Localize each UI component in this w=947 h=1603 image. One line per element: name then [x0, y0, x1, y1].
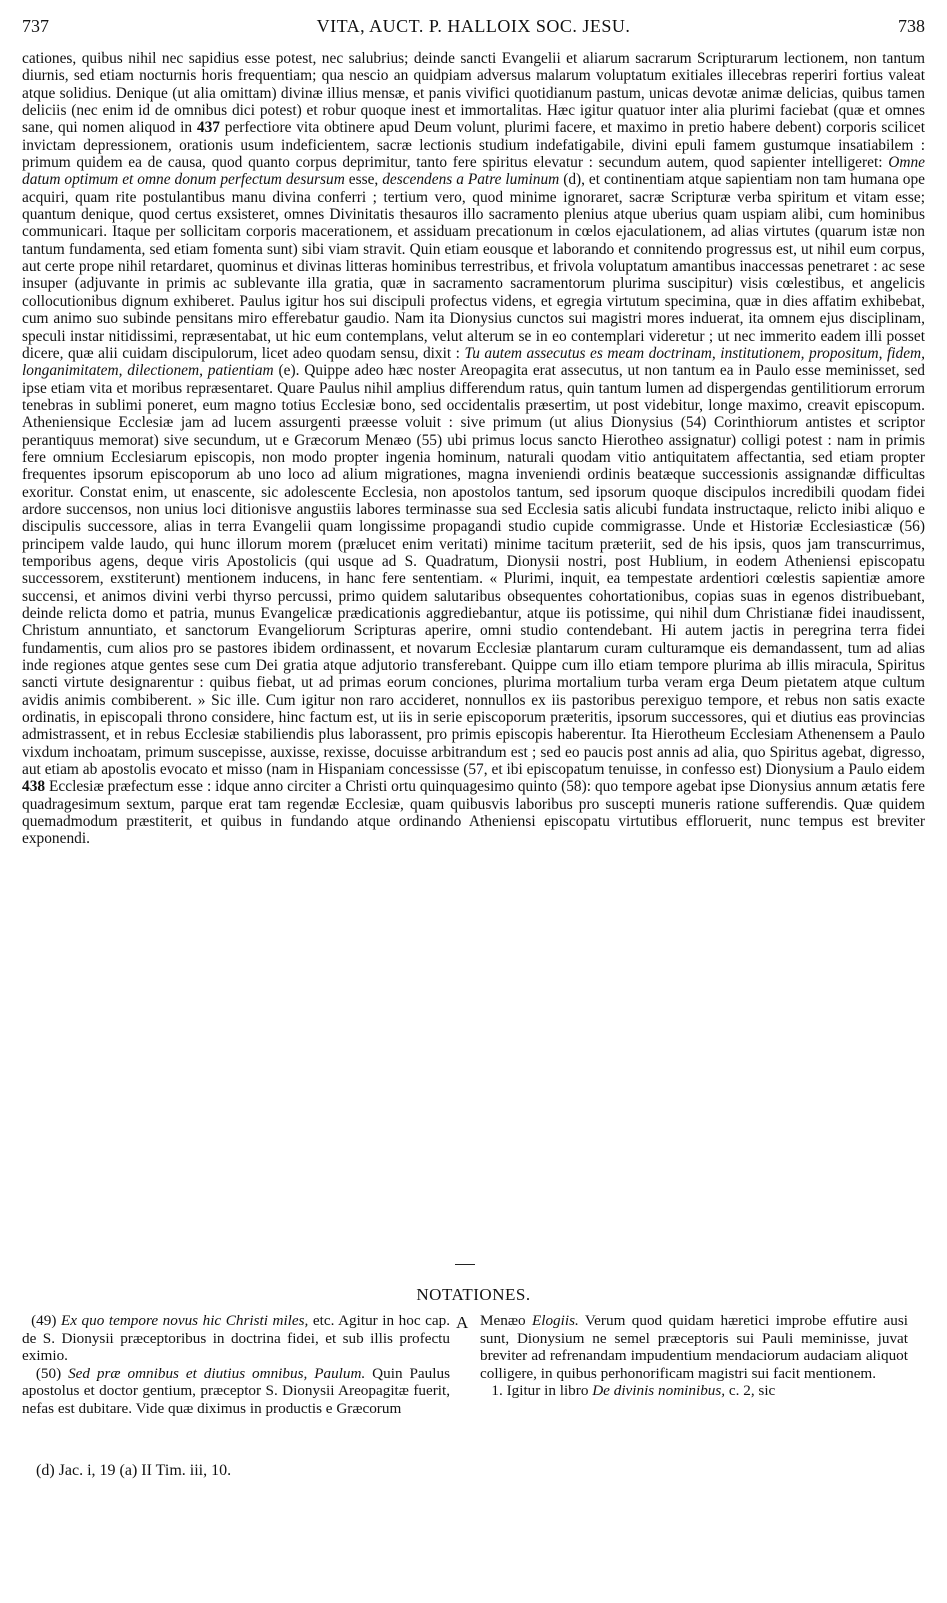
main-paragraph [22, 50, 925, 848]
notes-heading: NOTATIONES. [416, 1285, 531, 1304]
note-lemma: Elogiis. [531, 1312, 579, 1329]
note-item-1 [480, 1382, 908, 1400]
note-continuation [480, 1312, 908, 1382]
note-49 [22, 1312, 450, 1365]
note-lemma: Sed præ omnibus et diutius omnibus, Paulum. [68, 1364, 366, 1382]
quotation-italic: descendens a Patre luminum [382, 171, 560, 189]
main-text [22, 50, 925, 848]
note-text: c. 2, sic [725, 1382, 776, 1399]
quotation-italic: Omne datum optimum et omne donum perfectum desursum [22, 154, 925, 189]
quotation-italic: Tu autem assecutus es meam doctrinam, institutionem, propositum, fidem, longanimitatem, dilectionem, patientiam [22, 344, 925, 380]
note-50 [22, 1365, 450, 1418]
footnote-references: (d) Jac. i, 19 (a) II Tim. iii, 10. [36, 1462, 232, 1479]
column-marker-437: 437 [196, 119, 220, 137]
text-segment: (d), et continentiam atque sapientiam non tam humana ope acquiri, quam rite postulantibus manu divina conferri ; tertium vero, quod minime ignoraret, sacræ Scripturæ verba spiritum et vitam esse; quantum denique, quod certus exsisteret, omnes Divinitatis thesauros illo sacramento plenius atque uberius quam uspiam alibi, cum hominibus communicari. Itaque per sollicitam corporis macerationem, et assiduam precationum in cœlos ejaculationem, ad alias virtutes (quarum istæ non tantum fundamenta, sed etiam fomenta sunt) sibi viam stravit. Quin etiam eousque et laborando et connitendo progressus est, ut nihil eum corpus, aut certe prope nihil retardaret, quominus et divinas litteras hominibus terrestribus, et frivola voluptatum amantibus inaccessas penetraret : ac sese insuper (adjuvante in primis ac sublevante illa gratia, quæ in sacramento sacramentorum plurima suscipitur) visis cœlestibus, et angelicis collocutionibus dignum exhiberet. Paulus igitur hos sui discipuli profectus videns, et egregia virtutum specimina, quæ in dies affatim exhibebat, cum animo suo subinde pensitans miro efferebatur gaudio. Nam ita Dionysius cunctos sui magistri mores induerat, ita omnem ejus disciplinam, speculi instar nitidissimi, repræsentabat, ut hic eum contemplans, velut alterum se in eo contemplari videretur ; ut nec immerito eadem illi posset dicere, quæ alii cuidam discipulorum, licet adeo quodam sensu, dixit : [22, 171, 926, 362]
margin-letter: A [456, 1313, 469, 1332]
text-segment: (e). Quippe adeo hæc noster Areopagita erat assecutus, ut non tantum ea in Paulo esse meminisset, sed ipse etiam vita et moribus repræsentaret. Quare Paulus nihil amplius differendum ratus, quin tantum lumen ad dispergendas gentilitiorum errorum tenebras in sublimi poneret, eum magno totius Ecclesiæ bono, sed occidentalis præsertim, ut post videbitur, longe maximo, creavit episcopum. Atheniensique Ecclesiæ jam ad lucem assurgenti præesse voluit : sive primum (ut alius Dionysius (54) Corinthiorum antistes et scriptor perantiquus memorat) sive secundum, ut e Græcorum Menæo (55) ubi primus locus sancto Hierotheo assignatur) colligi potest : nam in primis fere omnium Ecclesiarum episcopis, non modo propter ingenia hominum, naturali quodam vitio antiquitatem affectantia, sed etiam propter frequentes ipsorum episcoporum ab uno loco ad alium migrationes, magna inveniendi ordinis beatæque successionis assignandæ difficultas exoritur. Constat enim, ut enascente, sic adolescente Ecclesia, non apostolos tantum, sed ipsorum quoque discipulos incredibili quodam fidei ardore succensos, non unius loci ditionisve angustiis labores terminasse sua sed Ecclesia satis alicubi fundata instructaque, relicto inibi aliquo e discipulis successore, alias in terra Evangelii quam longissime propagandi studio cupide commigrasse. Unde et Historiæ Ecclesiasticæ (56) principem valde laudo, qui hunc illorum morem (prælucet enim veritati) minime tacitum præteriit, sed de his ipsis, quos jam transcurrimus, temporibus agens, deque viris Apostolicis (qui usque ad S. Quadratum, Dionysii nostri, post Hublium, in eodem Atheniensi episcopatu successorem, exstiterunt) mentionem inducens, in hanc fere sententiam. « Plurimi, inquit, ea tempestate ardentiori cœlestis sapientiæ amore succensi, et animos divini verbi thyrso percussi, primo quidem salutaribus obsequentes cohortationibus, copias suas in egenos distribuebant, deinde relicta domo et patria, munus Evangelicæ prædicationis aggrediebantur, atque iis potissime, qui nihil dum Christianæ fidei inaudissent, Christum annuntiato, et sanctorum Evangeliorum Scripturas aperire, omni studio contendebant. Hi autem jactis in peregrina terra fidei fundamentis, cum alios pro se pastores ibidem ordinassent, et novarum Ecclesiæ plantarum curam culturamque eis demandassent, tum ad alias inde regiones atque gentes sese cum Dei gratia atque adjutorio transferebant. Quippe cum illo etiam tempore plurima ab illis miracula, Spiritus sancti virtute designarentur : quibus fiebat, ut ad primas eorum conciones, plurima mortalium turba veram erga Deum pietatem atque cultum avidis animis combiberent. » Sic ille. Cum igitur non raro accideret, nonnullos ex iis pastoribus perexiguo tempore, et rebus non satis exacte ordinatis, in episcopali throno considere, hinc factum est, ut iis in serie episcoporum præteritis, ipsorum successores, qui et diutius eas provincias admistrassent, et in rebus Ecclesiæ stabiliendis plus laborassent, pro primis episcopis haberentur. Ita Hierotheum Ecclesiam Athenensem a Paulo vixdum inchoatam, primum suscepisse, auxisse, rexisse, docuisse arbitrandum est ; sed eo paucis post annis ad alia, quo Spiritus agebat, digresso, aut etiam ab apostolis evocato et misso (nam in Hispaniam concessisse (57, et ibi episcopatum tenuisse, in confesso est) Dionysium a Paulo eidem [22, 362, 925, 779]
notes-left-column [22, 1312, 450, 1417]
right-column-number: 738 [898, 16, 925, 36]
note-text: Verum quod quidam hæretici improbe effutire ausi sunt, Dionysium ne semel præceptoris sui Pauli meminisse, juvat breviter ad refrenandam impudentium mendaciorum audaciam aliquot colligere, in quibus perhonorificam magistri sui facit mentionem. [480, 1312, 909, 1382]
text-segment: perfectiore vita obtinere apud Deum volunt, plurimi facere, et maximo in pretio habere debent) corporis scilicet invictam depressionem, orationis usum indeficientem, sacræ lectionis studium indefatigabile, divini epuli famem gustumque insatiabilem : primum quidem ea de causa, quod quanto corpus deprimitur, tanto fere spiritus elevatur : secundum autem, quod sapienter intelligeret: [22, 119, 925, 172]
section-divider [455, 1264, 475, 1265]
note-text: 1. Igitur in libro [491, 1382, 593, 1399]
notes-right-column [480, 1312, 908, 1400]
left-column-number: 737 [22, 16, 49, 36]
running-title: VITA, AUCT. P. HALLOIX SOC. JESU. [316, 16, 631, 36]
note-text: etc. Agitur in hoc cap. de S. Dionysii præceptoribus in doctrina fidei, et sub illis profectu eximio. [22, 1312, 450, 1364]
note-number: (49) [31, 1312, 57, 1329]
note-number: (50) [35, 1364, 62, 1382]
note-lemma: De divinis nominibus, [592, 1382, 726, 1399]
note-lemma: Ex quo tempore novus hic Christi miles, [60, 1312, 309, 1329]
note-text: Quin Paulus apostolus et doctor gentium, præceptor S. Dionysii Areopagitæ fuerit, nefas est dubitare. Vide quæ diximus in productis e Græcorum [22, 1364, 450, 1417]
text-segment: Ecclesiæ præfectum esse : idque anno circiter a Christi ortu quinquagesimo quinto (58): quo tempore agebat ipse Dionysius annum ætatis fere quadragesimum sextum, parque erat tam regendæ Ecclesiæ, quam quibusvis laboribus pro suscepti muneris ratione sufferendis. Quæ quidem quemadmodum præstiterit, et quibus in fundando atque ordinando Atheniensi episcopatu virtutibus effloruerit, nunc tempus est breviter exponendi. [22, 778, 925, 848]
text-segment: esse, [344, 171, 383, 189]
note-text: Menæo [480, 1312, 532, 1329]
column-marker-438: 438 [22, 778, 46, 796]
page-header [22, 16, 925, 42]
text-segment: cationes, quibus nihil nec sapidius esse potest, nec salubrius; deinde sancti Evangelii et aliarum sacrarum Scripturarum lectionem, non tantum diurnis, sed etiam nocturnis horis frequentiam; qua nescio an quidpiam adversus malarum voluptatum exitiales illecebras reperiri fortius valeat atque solidius. Denique (ut alia omittam) divinæ illius mensæ, et panis vivifici quotidianum pastum, unicas devotæ animæ delicias, quibus tamen deliciis (nec enim id de omnibus dici potest) et robur quoque inest et immortalitas. Hæc igitur quatuor inter alia plurimi faciebat (quæ et omnes sane, qui nomen aliquod in [22, 50, 925, 137]
